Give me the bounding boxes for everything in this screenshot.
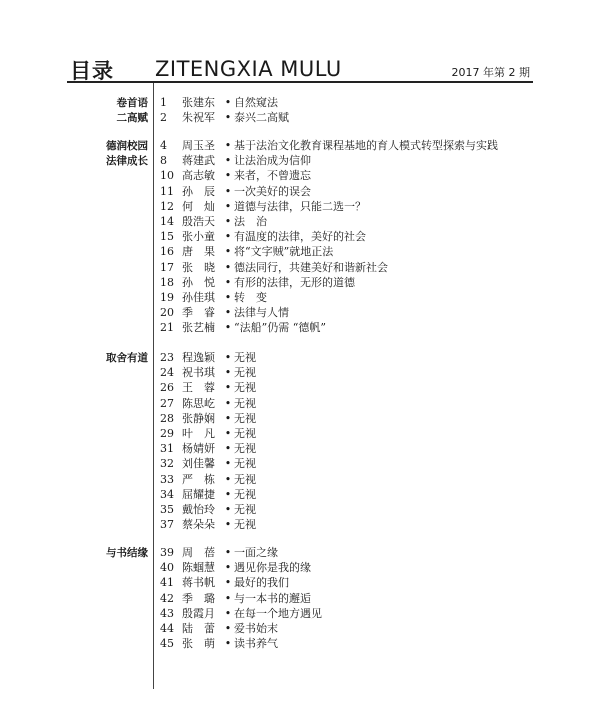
separator-dot: • xyxy=(224,139,232,152)
article-title: 无视 xyxy=(234,503,256,516)
author-name: 蒋建武 xyxy=(182,154,215,168)
separator-dot: • xyxy=(224,561,232,575)
page-number: 21 xyxy=(160,321,174,335)
toc-entry[interactable] xyxy=(160,138,498,154)
article-title: 无视 xyxy=(234,518,256,532)
toc-entry[interactable] xyxy=(160,214,267,230)
page-number: 23 xyxy=(160,351,174,364)
toc-entry[interactable] xyxy=(160,441,256,457)
article-title: 德法同行，共建美好和谐新社会 xyxy=(234,260,388,274)
article-title: 遇见你是我的缘 xyxy=(234,561,311,575)
separator-dot: • xyxy=(224,606,232,620)
author-name: 唐 果 xyxy=(182,245,215,259)
author-name: 张小童 xyxy=(182,230,215,244)
author-name: 朱祝军 xyxy=(182,111,215,125)
toc-entry[interactable] xyxy=(160,95,278,111)
author-name: 蒋书帆 xyxy=(182,576,215,590)
page-number: 12 xyxy=(160,199,174,213)
toc-entry[interactable] xyxy=(160,275,355,291)
separator-dot: • xyxy=(224,199,232,213)
separator-dot: • xyxy=(224,518,232,532)
toc-entry[interactable] xyxy=(160,621,278,637)
article-title: 基于法治文化教育课程基地的育人模式转型探索与实践 xyxy=(234,139,498,152)
toc-entry[interactable] xyxy=(160,487,256,503)
issue-label: 2017 年第 2 期 xyxy=(451,66,530,79)
page-number: 43 xyxy=(160,606,174,620)
author-name: 张艺楠 xyxy=(182,321,215,335)
column-divider xyxy=(153,83,154,689)
page-number: 18 xyxy=(160,275,174,289)
article-title: 一面之缘 xyxy=(234,546,278,559)
toc-entry[interactable] xyxy=(160,290,267,306)
separator-dot: • xyxy=(224,260,232,274)
page-number: 33 xyxy=(160,472,174,486)
article-title: 无视 xyxy=(234,366,256,380)
separator-dot: • xyxy=(224,366,232,380)
page-number: 44 xyxy=(160,622,174,635)
separator-dot: • xyxy=(224,396,232,410)
article-title: 无视 xyxy=(234,351,256,364)
author-name: 陈思屹 xyxy=(182,396,215,410)
author-name: 殷浩天 xyxy=(182,215,215,228)
author-name: 戴怡玲 xyxy=(182,503,215,516)
author-name: 刘佳馨 xyxy=(182,457,215,471)
toc-entry[interactable] xyxy=(160,305,289,321)
page-number: 20 xyxy=(160,306,174,320)
author-name: 张 萌 xyxy=(182,637,215,651)
toc-entry[interactable] xyxy=(160,380,256,396)
page-number: 14 xyxy=(160,215,174,228)
page-number: 8 xyxy=(160,154,167,168)
toc-entry[interactable] xyxy=(160,365,256,381)
separator-dot: • xyxy=(224,637,232,651)
page-number: 1 xyxy=(160,96,167,109)
toc-entry[interactable] xyxy=(160,456,256,472)
author-name: 蔡朵朵 xyxy=(182,518,215,532)
article-title: 法 治 xyxy=(234,215,267,228)
article-title: 有形的法律，无形的道德 xyxy=(234,275,355,289)
article-title: 自然窥法 xyxy=(234,96,278,109)
article-title: 一次美好的误会 xyxy=(234,184,311,198)
separator-dot: • xyxy=(224,96,232,109)
article-title: 读书养气 xyxy=(234,637,278,651)
separator-dot: • xyxy=(224,576,232,590)
toc-entry[interactable] xyxy=(160,350,256,366)
toc-entry[interactable] xyxy=(160,636,278,652)
page-number: 2 xyxy=(160,111,167,125)
section-label: 德润校园 xyxy=(106,140,148,152)
page-number: 45 xyxy=(160,637,174,651)
article-title: 与一本书的邂逅 xyxy=(234,591,311,605)
toc-entry[interactable] xyxy=(160,184,311,200)
article-title: 泰兴二高赋 xyxy=(234,111,289,125)
page-number: 10 xyxy=(160,169,174,183)
page-number: 15 xyxy=(160,230,174,244)
section-label: 法律成长 xyxy=(106,155,148,168)
toc-entry[interactable] xyxy=(160,110,289,126)
toc-entry[interactable] xyxy=(160,575,289,591)
separator-dot: • xyxy=(224,411,232,425)
separator-dot: • xyxy=(224,154,232,168)
separator-dot: • xyxy=(224,546,232,559)
article-title: 将“文字贼”就地正法 xyxy=(234,245,334,259)
page-number: 24 xyxy=(160,366,174,380)
toc-entry[interactable] xyxy=(160,411,256,427)
author-name: 孙佳琪 xyxy=(182,291,215,304)
toc-entry[interactable] xyxy=(160,560,311,576)
page-number: 11 xyxy=(160,184,174,198)
page-number: 16 xyxy=(160,245,174,259)
section-label: 与书结缘 xyxy=(106,547,148,559)
article-title: “法船”仍需 “德帆” xyxy=(234,321,326,335)
separator-dot: • xyxy=(224,487,232,501)
author-name: 张建东 xyxy=(182,96,215,109)
author-name: 祝书琪 xyxy=(182,366,215,380)
article-title: 让法治成为信仰 xyxy=(234,154,311,168)
author-name: 叶 凡 xyxy=(182,427,215,440)
author-name: 季 睿 xyxy=(182,306,215,320)
section-label: 取舍有道 xyxy=(106,352,148,364)
page-number: 26 xyxy=(160,381,174,395)
article-title: 无视 xyxy=(234,427,256,440)
separator-dot: • xyxy=(224,306,232,320)
article-title: 无视 xyxy=(234,487,256,501)
separator-dot: • xyxy=(224,427,232,440)
article-title: 无视 xyxy=(234,396,256,410)
section-label: 二高赋 xyxy=(116,112,148,125)
author-name: 程逸颖 xyxy=(182,351,215,364)
article-title: 在每一个地方遇见 xyxy=(234,606,322,620)
author-name: 孙 辰 xyxy=(182,184,215,198)
page-number: 39 xyxy=(160,546,174,559)
author-name: 周 蓓 xyxy=(182,546,215,559)
article-title: 来者，不曾遗忘 xyxy=(234,169,311,183)
header-rule xyxy=(67,81,533,83)
separator-dot: • xyxy=(224,321,232,335)
toc-entry[interactable] xyxy=(160,244,333,260)
toc-entry[interactable] xyxy=(160,396,256,412)
separator-dot: • xyxy=(224,622,232,635)
separator-dot: • xyxy=(224,503,232,516)
section-label: 卷首语 xyxy=(116,97,148,109)
page-number: 29 xyxy=(160,427,174,440)
author-name: 张静娴 xyxy=(182,411,215,425)
author-name: 高志敏 xyxy=(182,169,215,183)
author-name: 周玉圣 xyxy=(182,139,215,152)
article-title: 无视 xyxy=(234,457,256,471)
article-title: 法律与人情 xyxy=(234,306,289,320)
page-number: 4 xyxy=(160,139,167,152)
author-name: 陈蝈慧 xyxy=(182,561,215,575)
article-title: 爱书始末 xyxy=(234,622,278,635)
page-number: 41 xyxy=(160,576,174,590)
separator-dot: • xyxy=(224,111,232,125)
toc-entry[interactable] xyxy=(160,472,256,488)
page-number: 35 xyxy=(160,503,174,516)
toc-entry[interactable] xyxy=(160,502,256,518)
page-number: 19 xyxy=(160,291,174,304)
toc-title-pinyin: ZITENGXIA MULU xyxy=(155,57,342,81)
toc-entry[interactable] xyxy=(160,426,256,442)
author-name: 屈耀捷 xyxy=(182,487,215,501)
separator-dot: • xyxy=(224,351,232,364)
toc-entry[interactable] xyxy=(160,320,326,336)
page-number: 40 xyxy=(160,561,174,575)
article-title: 道德与法律，只能二选一？ xyxy=(234,199,366,213)
toc-entry[interactable] xyxy=(160,517,256,533)
separator-dot: • xyxy=(224,169,232,183)
toc-entry[interactable] xyxy=(160,591,311,607)
page-number: 27 xyxy=(160,396,174,410)
article-title: 无视 xyxy=(234,411,256,425)
page-number: 32 xyxy=(160,457,174,471)
page-number: 28 xyxy=(160,411,174,425)
toc-entry[interactable] xyxy=(160,606,322,622)
page-number: 31 xyxy=(160,442,174,456)
article-title: 最好的我们 xyxy=(234,576,289,590)
separator-dot: • xyxy=(224,591,232,605)
author-name: 杨婧妍 xyxy=(182,442,215,456)
toc-entry[interactable] xyxy=(160,260,388,276)
toc-entry[interactable] xyxy=(160,545,278,561)
article-title: 无视 xyxy=(234,442,256,456)
author-name: 殷霞月 xyxy=(182,606,215,620)
page-number: 34 xyxy=(160,487,174,501)
separator-dot: • xyxy=(224,472,232,486)
article-title: 无视 xyxy=(234,472,256,486)
article-title: 无视 xyxy=(234,381,256,395)
toc-entry[interactable] xyxy=(160,199,366,215)
separator-dot: • xyxy=(224,275,232,289)
separator-dot: • xyxy=(224,245,232,259)
author-name: 孙 悦 xyxy=(182,275,215,289)
article-title: 转 变 xyxy=(234,291,267,304)
separator-dot: • xyxy=(224,215,232,228)
author-name: 陆 蕾 xyxy=(182,622,215,635)
author-name: 王 蓉 xyxy=(182,381,215,395)
author-name: 何 灿 xyxy=(182,199,215,213)
separator-dot: • xyxy=(224,442,232,456)
author-name: 季 璐 xyxy=(182,591,215,605)
page-number: 17 xyxy=(160,260,174,274)
author-name: 严 栋 xyxy=(182,472,215,486)
toc-entry[interactable] xyxy=(160,168,311,184)
page-number: 37 xyxy=(160,518,174,532)
separator-dot: • xyxy=(224,457,232,471)
author-name: 张 晓 xyxy=(182,260,215,274)
separator-dot: • xyxy=(224,230,232,244)
toc-entry[interactable] xyxy=(160,229,366,245)
toc-title: 目录 xyxy=(70,59,114,83)
toc-entry[interactable] xyxy=(160,153,311,169)
separator-dot: • xyxy=(224,291,232,304)
article-title: 有温度的法律，美好的社会 xyxy=(234,230,366,244)
separator-dot: • xyxy=(224,381,232,395)
page-number: 42 xyxy=(160,591,174,605)
separator-dot: • xyxy=(224,184,232,198)
